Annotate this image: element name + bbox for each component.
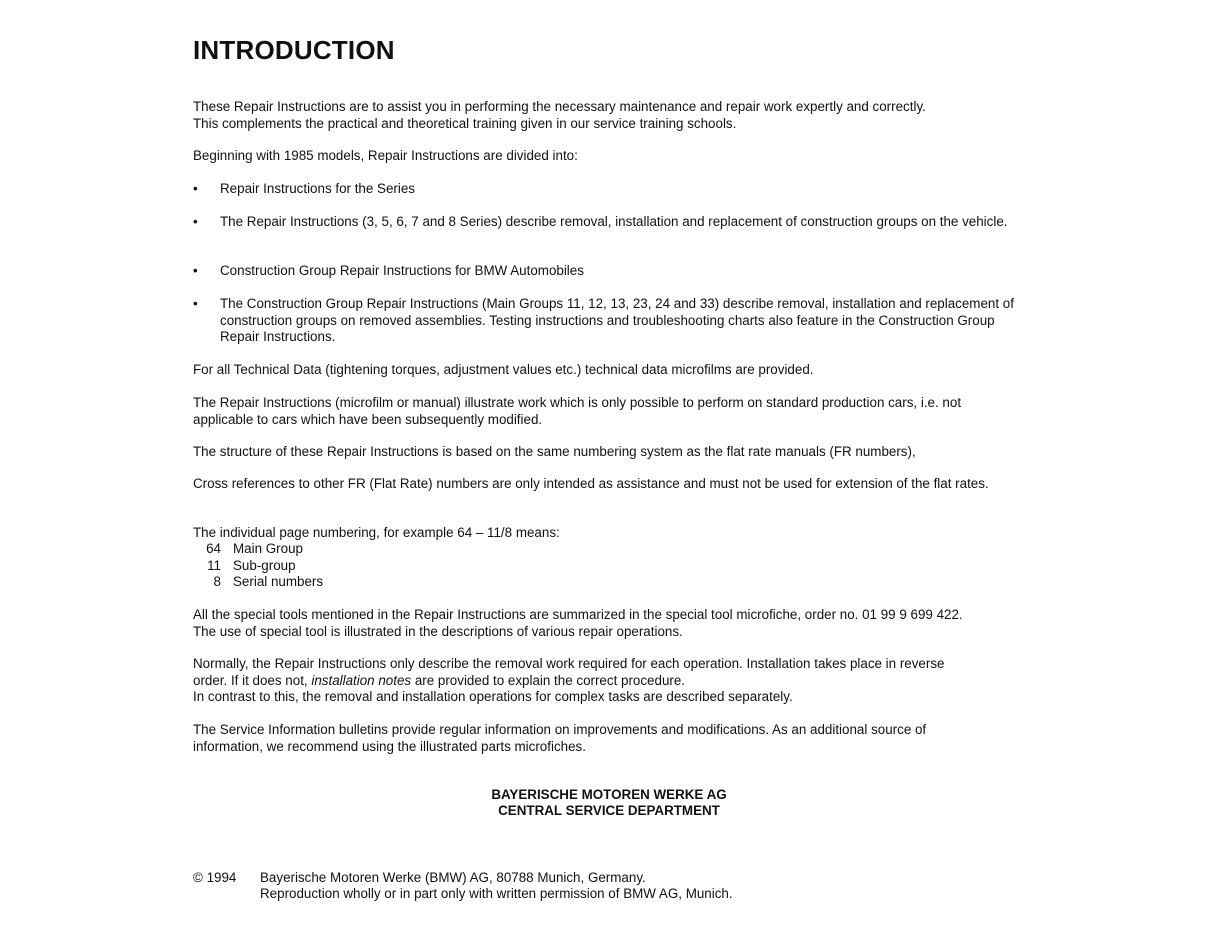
page-numbering-intro: The individual page numbering, for example 64 – 11/8 means: [193,525,560,540]
numbering-description: Main Group [233,541,303,556]
intro-line-1: These Repair Instructions are to assist you in performing the necessary maintenance and repair work expertly and correctly. [193,99,926,114]
bullet-text: The Construction Group Repair Instructions (Main Groups 11, 12, 13, 23, 24 and 33) describe removal, installation and replacement of construction groups on removed assemblies. Testing instructions and troubleshooting charts also feature in the Construction Group Repair Instructions. [220,296,1014,344]
cross-reference-paragraph: Cross references to other FR (Flat Rate) numbers are only intended as assistance and must not be used for extension of the flat rates. [193,476,989,491]
normally-line-2-end: are provided to explain the correct procedure. [411,673,686,688]
copyright-line-2: Reproduction wholly or in part only with written permission of BMW AG, Munich. [260,886,733,901]
bullet-text: The Repair Instructions (3, 5, 6, 7 and 8 Series) describe removal, installation and replacement of construction groups on the vehicle. [220,214,1008,229]
technical-data-paragraph: For all Technical Data (tightening torques, adjustment values etc.) technical data microfilms are provided. [193,362,814,377]
special-tools-line-1: All the special tools mentioned in the Repair Instructions are summarized in the special tool microfiche, order no. 01 99 9 699 422. [193,607,963,622]
intro-line-2: This complements the practical and theoretical training given in our service training schools. [193,116,737,131]
illustrate-paragraph: The Repair Instructions (microfilm or manual) illustrate work which is only possible to perform on standard production cars, i.e. not applicable to cars which have been subsequently modified. [193,395,962,427]
bullet-dot: • [193,296,198,311]
page-title: INTRODUCTION [193,35,395,65]
bulletins-paragraph: The Service Information bulletins provide regular information on improvements and modifications. As an additional source of information, we recommend using the illustrated parts microfiches. [193,722,927,754]
normally-line-3: In contrast to this, the removal and installation operations for complex tasks are described separately. [193,689,793,704]
copyright-line-1: Bayerische Motoren Werke (BMW) AG, 80788 Munich, Germany. [260,870,646,885]
copyright-year: © 1994 [193,870,237,885]
numbering-row [193,558,296,575]
normally-line-2-start: order. If it does not, [193,673,312,688]
structure-paragraph: The structure of these Repair Instructions is based on the same numbering system as the flat rate manuals (FR numbers), [193,444,916,459]
company-name: BAYERISCHE MOTOREN WERKE AG [491,787,727,802]
beginning-paragraph: Beginning with 1985 models, Repair Instructions are divided into: [193,148,578,163]
bullet-dot: • [193,263,198,278]
numbering-description: Serial numbers [233,574,324,589]
bullet-dot: • [193,181,198,196]
special-tools-line-2: The use of special tool is illustrated in the descriptions of various repair operations. [193,624,683,639]
normally-line-2 [193,673,1023,690]
numbering-row [193,541,303,558]
bullet-dot: • [193,214,198,229]
numbering-row [193,574,323,591]
numbering-number: 64 [206,541,221,556]
installation-notes-emphasis: installation notes [311,673,412,688]
numbering-number: 11 [207,558,221,573]
bullet-text: Construction Group Repair Instructions for BMW Automobiles [220,263,584,278]
bullet-text: Repair Instructions for the Series [220,181,415,196]
numbering-number: 8 [213,574,221,589]
normally-line-1: Normally, the Repair Instructions only describe the removal work required for each operation. Installation takes place in reverse [193,656,945,671]
numbering-description: Sub-group [233,558,296,573]
department-name: CENTRAL SERVICE DEPARTMENT [498,803,720,818]
